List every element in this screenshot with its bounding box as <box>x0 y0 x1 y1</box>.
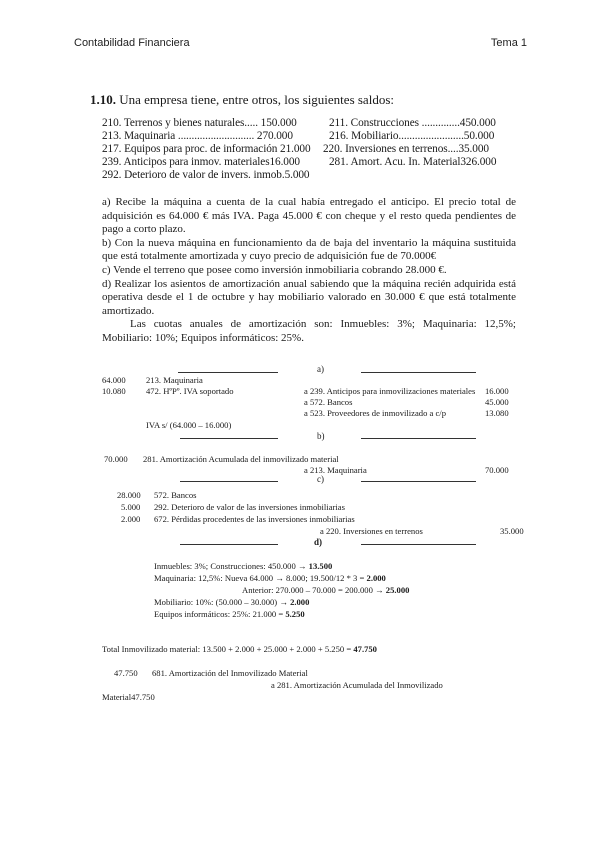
divider-line <box>361 438 476 439</box>
statement-a: a) Recibe la máquina a cuenta de la cual había entregado el anticipo. El precio total de adquisición es 64.000 € más IVA. Paga 45.000 € con cheque y el resto queda pendientes de pago a corto plazo. <box>102 196 516 236</box>
calc-maquinaria-anterior: Anterior: 270.000 – 70.000 = 200.000 → 25.000 <box>242 585 410 595</box>
credit-account: a 213. Maquinaria <box>304 465 367 475</box>
divider-line <box>180 481 278 482</box>
calc-maquinaria: Maquinaria: 12,5%: Nueva 64.000 → 8.000; 19.500/12 * 3 = 2.000 <box>154 573 386 583</box>
debit-account: 213. Maquinaria <box>146 375 203 385</box>
credit-amount: 45.000 <box>485 397 509 407</box>
debit-account: 472. HºPº. IVA soportado <box>146 386 234 396</box>
balance-left: 239. Anticipos para inmov. materiales16.000 <box>102 156 300 168</box>
entry-label-a: a) <box>317 364 324 374</box>
header-topic: Tema 1 <box>490 37 527 49</box>
balance-row <box>102 143 489 155</box>
exercise-intro: Una empresa tiene, entre otros, los siguientes saldos: <box>119 92 394 107</box>
vat-note: IVA s/ (64.000 – 16.000) <box>146 420 232 430</box>
credit-amount: 70.000 <box>485 465 509 475</box>
statements <box>102 196 516 346</box>
statement-c: c) Vende el terreno que posee como inversión inmobiliaria cobrando 28.000 €. <box>102 263 447 276</box>
debit-account: 672. Pérdidas procedentes de las inversiones inmobiliarias <box>154 514 355 524</box>
divider-line <box>361 481 476 482</box>
statement-b: b) Con la nueva máquina en funcionamiento da de baja del inventario la máquina sustituida que está totalmente amortizada y cuyo precio de adquisición fue de 70.000€ <box>102 236 516 263</box>
debit-amount: 5.000 <box>121 502 141 512</box>
balance-left: 210. Terrenos y bienes naturales..... 150.000 <box>102 117 297 129</box>
credit-amount: 35.000 <box>500 526 524 536</box>
amortization-rates: Las cuotas anuales de amortización son: Inmuebles: 3%; Maquinaria: 12,5%; Mobiliario: 10%; Equipos informáticos: 25%. <box>102 318 516 344</box>
credit-account: a 281. Amortización Acumulada del Inmovilizado <box>271 680 443 690</box>
balance-left: 292. Deterioro de valor de invers. inmob.5.000 <box>102 169 310 181</box>
balance-right: 211. Construcciones ..............450.000 <box>329 117 496 129</box>
calc-mobiliario: Mobiliario: 10%: (50.000 – 30.000) → 2.000 <box>154 597 310 607</box>
header-subject: Contabilidad Financiera <box>74 37 190 49</box>
divider-line <box>178 372 278 373</box>
balance-row <box>102 156 497 168</box>
debit-account: 681. Amortización del Inmovilizado Material <box>152 668 308 678</box>
balance-left: 217. Equipos para proc. de información 21.000 <box>102 143 311 155</box>
debit-account: 281. Amortización Acumulada del inmovilizado material <box>143 454 339 464</box>
exercise-number: 1.10. <box>90 92 116 107</box>
divider-line <box>180 438 278 439</box>
credit-account: a 572. Bancos <box>304 397 353 407</box>
debit-amount: 28.000 <box>117 490 141 500</box>
credit-account: a 523. Proveedores de inmovilizado a c/p <box>304 408 446 418</box>
debit-amount: 64.000 <box>102 375 126 385</box>
balance-row <box>102 169 309 181</box>
divider-line <box>361 544 476 545</box>
debit-account: 292. Deterioro de valor de las inversiones inmobiliarias <box>154 502 345 512</box>
entry-label-b: b) <box>317 431 325 441</box>
divider-line <box>180 544 278 545</box>
debit-amount: 2.000 <box>121 514 141 524</box>
balance-right: 216. Mobiliario........................50.000 <box>329 130 495 142</box>
divider-line <box>361 372 476 373</box>
credit-account: a 220. Inversiones en terrenos <box>320 526 423 536</box>
statement-d: d) Realizar los asientos de amortización anual sabiendo que la máquina recién adquirida está operativa desde el 1 de octubre y hay mobiliario valorado en 30.000 € que está totalmente amortizado. <box>102 277 516 317</box>
balance-right: 220. Inversiones en terrenos....35.000 <box>323 143 489 155</box>
debit-amount: 47.750 <box>114 668 138 678</box>
debit-amount: 70.000 <box>104 454 128 464</box>
exercise-title <box>90 92 394 108</box>
credit-account-continued: Material47.750 <box>102 692 155 702</box>
credit-amount: 13.080 <box>485 408 509 418</box>
credit-account: a 239. Anticipos para inmovilizaciones materiales <box>304 386 476 396</box>
total-inmovilizado: Total Inmovilizado material: 13.500 + 2.000 + 25.000 + 2.000 + 5.250 = 47.750 <box>102 644 377 654</box>
debit-account: 572. Bancos <box>154 490 197 500</box>
calc-inmuebles: Inmuebles: 3%; Construcciones: 450.000 → 13.500 <box>154 561 333 571</box>
balance-row <box>102 130 495 142</box>
calc-equipos: Equipos informáticos: 25%: 21.000 = 5.250 <box>154 609 305 619</box>
balance-row <box>102 117 496 129</box>
debit-amount: 10.080 <box>102 386 126 396</box>
balance-right: 281. Amort. Acu. In. Material326.000 <box>329 156 497 168</box>
entry-label-d: d) <box>314 537 323 547</box>
credit-amount: 16.000 <box>485 386 509 396</box>
balance-left: 213. Maquinaria ............................ 270.000 <box>102 130 293 142</box>
entry-label-c: c) <box>317 474 324 484</box>
